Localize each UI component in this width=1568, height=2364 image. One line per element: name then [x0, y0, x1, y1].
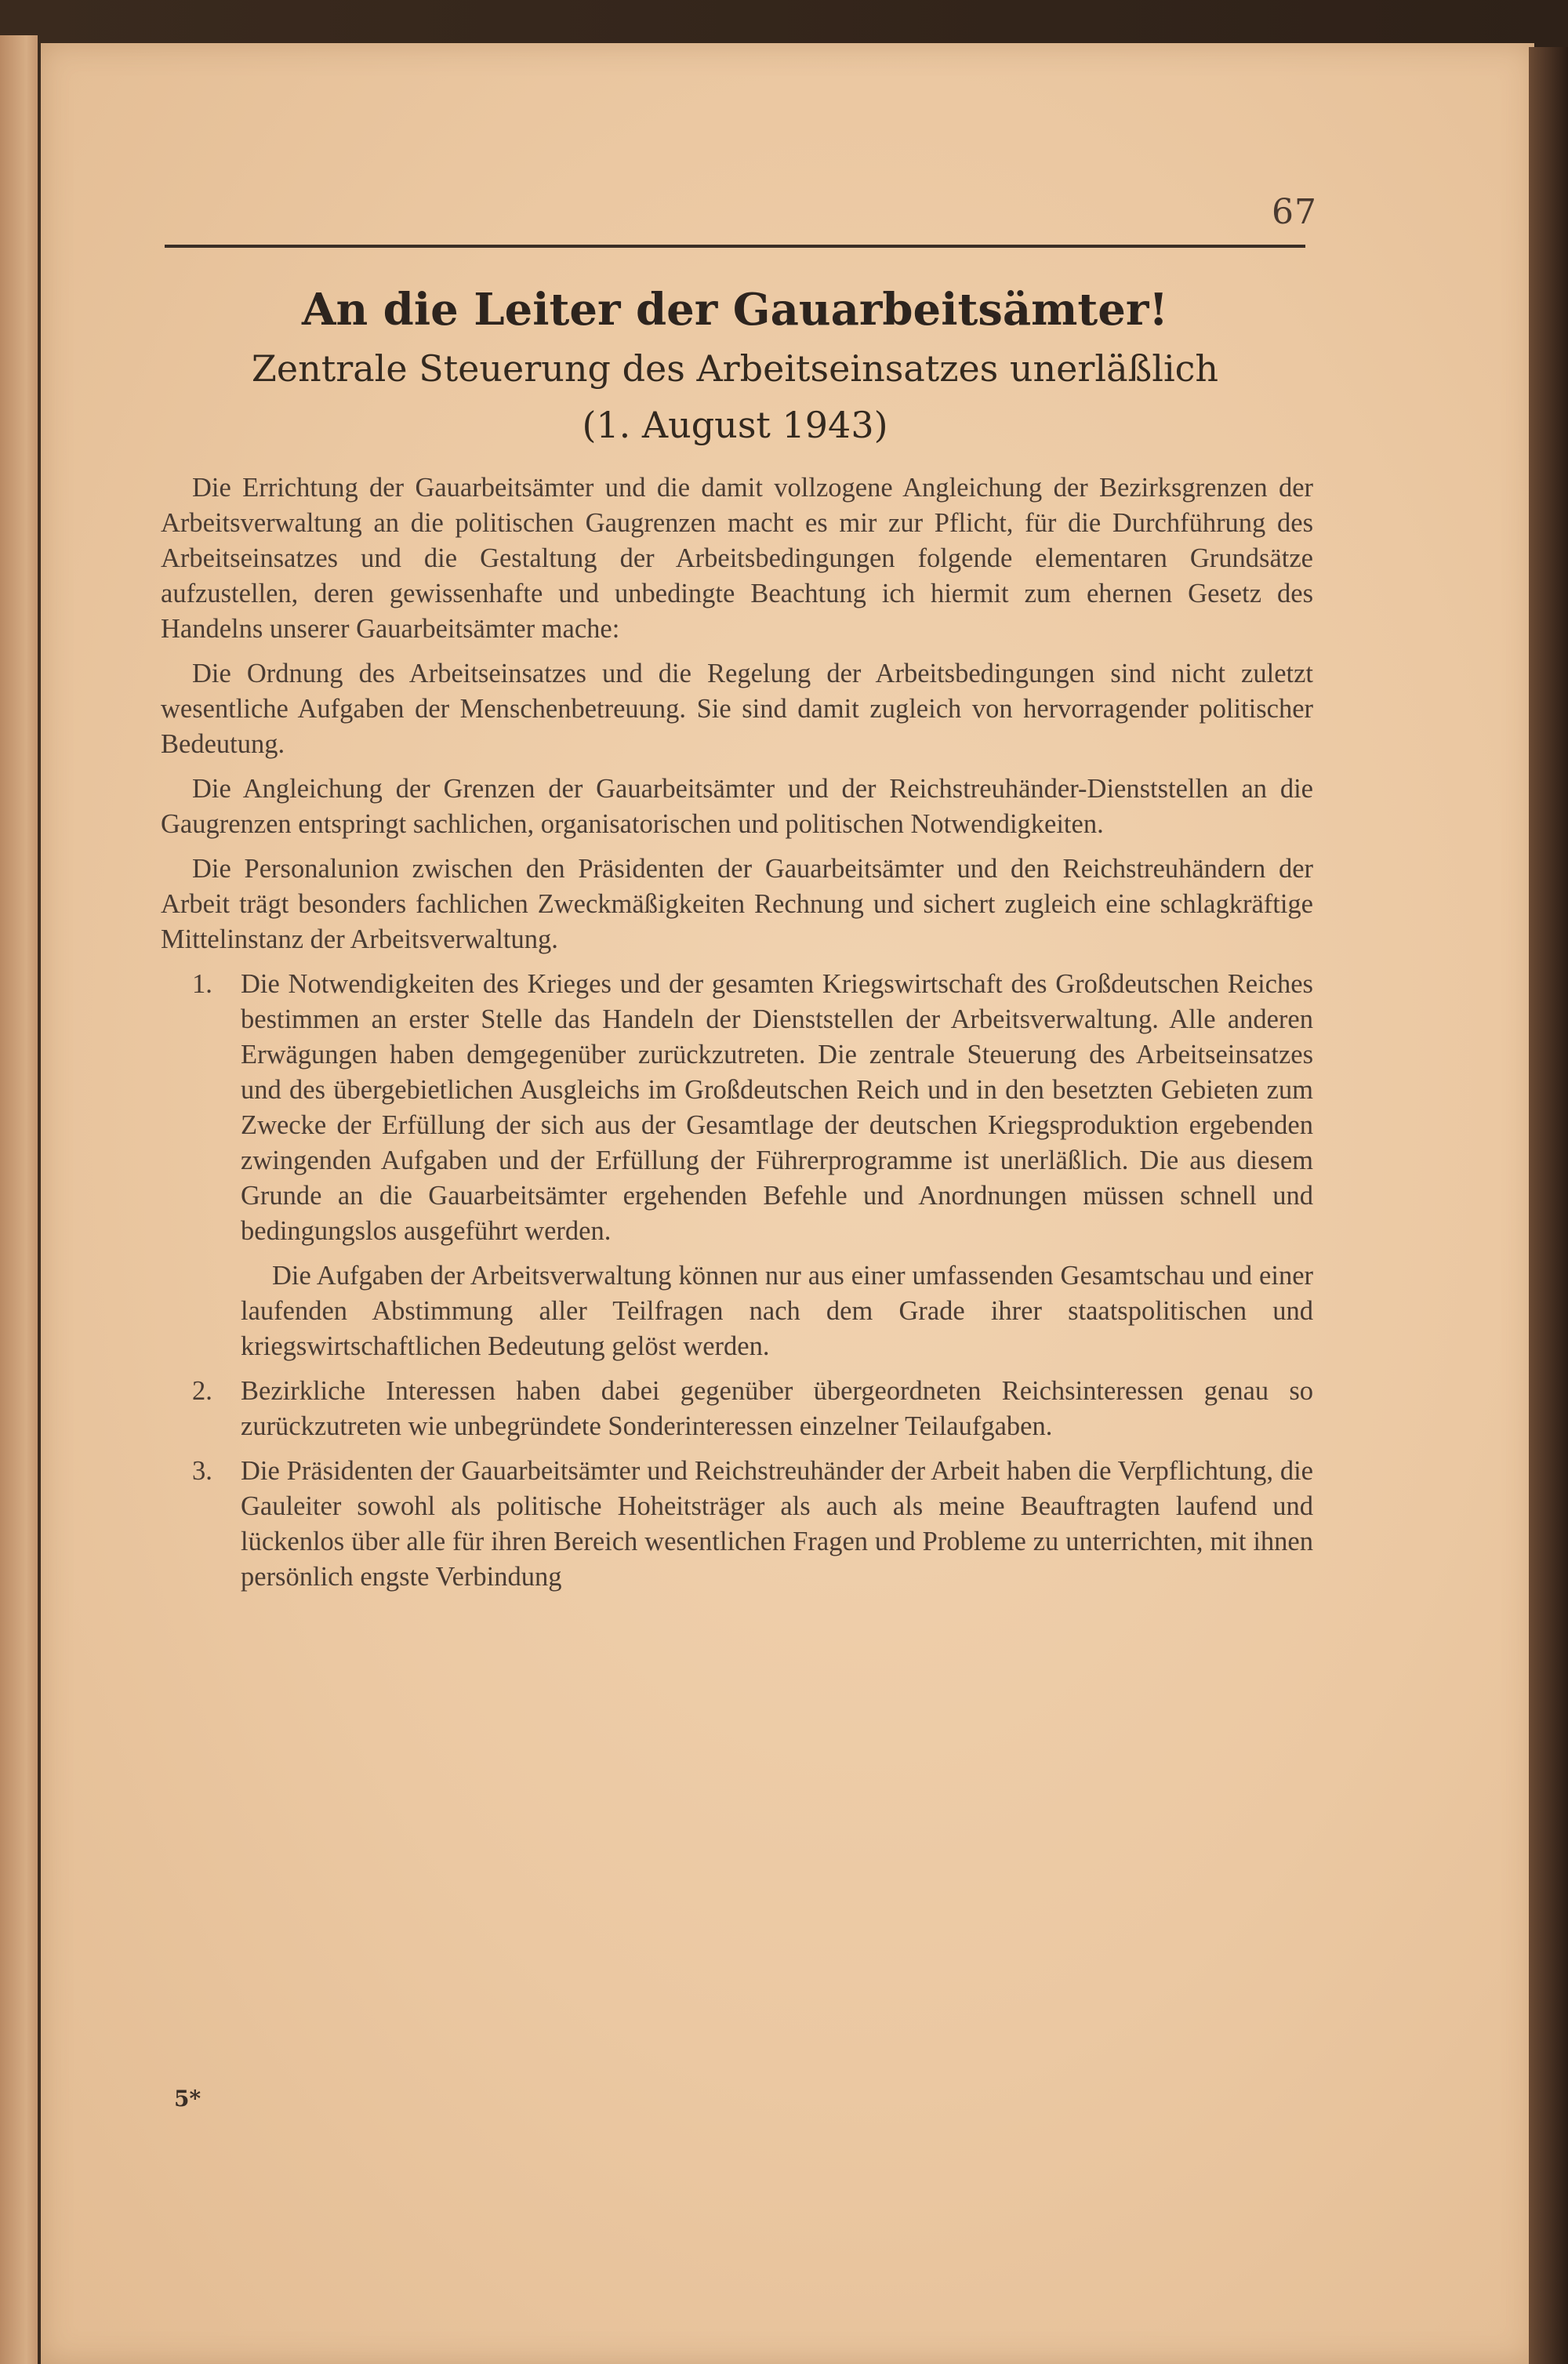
paragraph: Die Personalunion zwischen den Präsidenten der Gauarbeitsämter und den Reichstreuhändern der Arbeit trägt besonders fachlichen Zweckmäßigkeiten Rechnung und sichert zugleich eine schlagkräftige Mittelinstanz der Arbeitsverwaltung. [161, 854, 1313, 954]
list-item-text: Die Präsidenten der Gauarbeitsämter und Reichstreuhänder der Arbeit haben die Verpflichtung, die Gauleiter sowohl als politische Hoheitsträger als auch als meine Beauftragten laufend und lückenlos über alle für ihren Bereich wesentlichen Fragen und Probleme zu unterrichten, mit ihnen persönlich engste Verbindung [241, 1456, 1313, 1592]
body-text [161, 470, 1313, 1604]
signature-mark: 5* [174, 2086, 201, 2112]
page-number: 67 [1272, 192, 1317, 232]
list-item-number: 2. [192, 1376, 212, 1406]
list-item-text: Die Notwendigkeiten des Krieges und der gesamten Kriegswirtschaft des Großdeutschen Reiches bestimmen an erster Stelle das Handeln der Dienststellen der Arbeitsverwaltung. Alle anderen Erwägungen haben demgegenüber zurückzutreten. Die zentrale Steuerung des Arbeitseinsatzes und des übergebietlichen Ausgleichs im Großdeutschen Reich und in den besetzten Gebieten zum Zwecke der Erfüllung der sich aus der Gesamtlage der deutschen Kriegsproduktion ergebenden zwingenden Aufgaben und der Erfüllung der Führerprogramme ist unerläßlich. Die aus diesem Grunde an die Gauarbeitsämter ergehenden Befehle und Anordnungen müssen schnell und bedingungslos ausgeführt werden. [241, 969, 1313, 1246]
list-item [161, 967, 1313, 1249]
paragraph: Die Ordnung des Arbeitseinsatzes und die Regelung der Arbeitsbedingungen sind nicht zuletzt wesentliche Aufgaben der Menschenbetreuung. Sie sind damit zugleich von hervorragender politischer Bedeutung. [161, 659, 1313, 759]
paragraph: Die Errichtung der Gauarbeitsämter und die damit vollzogene Angleichung der Bezirksgrenzen der Arbeitsverwaltung an die politischen Gaugrenzen macht es mir zur Pflicht, für die Durchführung des Arbeitseinsatzes und die Gestaltung der Arbeitsbedingungen folgende elementaren Grundsätze aufzustellen, deren gewissenhafte und unbedingte Beachtung ich hiermit zum ehernen Gesetz des Handelns unserer Gauarbeitsämter mache: [161, 473, 1313, 644]
list-item-continuation: Die Aufgaben der Arbeitsverwaltung können nur aus einer umfassenden Gesamtschau und einer laufenden Abstimmung aller Teilfragen nach dem Grade ihrer staatspolitischen und kriegswirtschaftlichen Bedeutung gelöst werden. [241, 1261, 1313, 1361]
list-item-text: Bezirkliche Interessen haben dabei gegenüber übergeordneten Reichsinteressen genau so zurückzutreten wie unbegründete Sonderinteressen einzelner Teilaufgaben. [241, 1376, 1313, 1441]
list-item-number: 3. [192, 1456, 212, 1486]
list-item-number: 1. [192, 969, 212, 999]
paragraph: Die Angleichung der Grenzen der Gauarbeitsämter und der Reichstreuhänder-Dienststellen an die Gaugrenzen entspringt sachlichen, organisatorischen und politischen Notwendigkeiten. [161, 774, 1313, 839]
publication-date: (1. August 1943) [582, 404, 888, 446]
left-page-edge [0, 35, 38, 2364]
right-binding-edge [1529, 47, 1568, 2364]
list-item [161, 1454, 1313, 1595]
header-rule [165, 245, 1305, 248]
list-item [161, 1374, 1313, 1444]
page-title: An die Leiter der Gauarbeitsämter! [302, 284, 1168, 336]
page-subtitle: Zentrale Steuerung des Arbeitseinsatzes unerläßlich [251, 347, 1219, 390]
